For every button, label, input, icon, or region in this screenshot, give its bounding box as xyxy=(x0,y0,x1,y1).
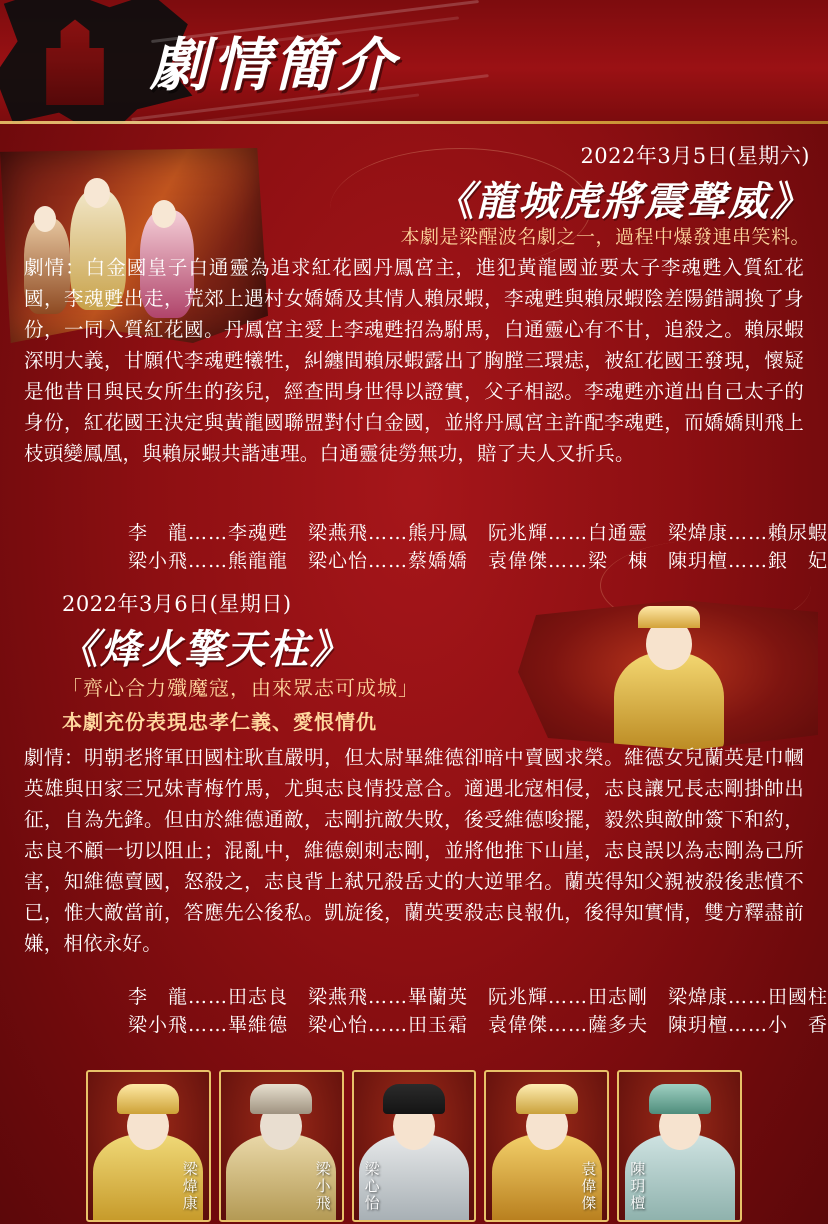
actor-portrait-5 xyxy=(617,1070,742,1222)
actor-portrait-2 xyxy=(219,1070,344,1222)
portrait-label: 梁小飛 xyxy=(313,1161,332,1212)
show-1-cast-row: 李 龍……李魂甦 梁燕飛……熊丹鳳 阮兆輝……白通靈 梁煒康……賴尿蝦 xyxy=(128,522,828,544)
actor-portrait-4 xyxy=(484,1070,609,1222)
portrait-headdress-icon xyxy=(516,1084,578,1114)
figure-head-icon xyxy=(84,178,110,208)
show-2-synopsis: 劇情：明朝老將軍田國柱耿直嚴明，但太尉畢維德卻暗中賣國求榮。維德女兒蘭英是巾幗英雄與田家三兄妹青梅竹馬，尤與志良情投意合。適遇北寇相侵，志良讓兄長志剛掛帥出征，自為先鋒。但由於維德通敵，志剛抗敵失敗，後受維德唆擺，毅然與敵帥簽下和約，志良不顧一切以阻止；混亂中，維德劍刺志剛，並將他推下山崖，志良誤以為志剛為己所害，知維德賣國，怒殺之，志良背上弒兄殺岳丈的大逆罪名。蘭英得知父親被殺後悲憤不已，惟大敵當前，答應先公後私。凱旋後，蘭英要殺志良報仇，後得知實情，雙方釋盡前嫌，相依永好。 xyxy=(24,746,804,955)
figure-head-icon xyxy=(152,200,176,228)
show-2-tagline: 本劇充份表現忠孝仁義、愛恨情仇 xyxy=(62,710,377,734)
show-1-synopsis: 劇情：白金國皇子白通靈為追求紅花國丹鳳宮主，進犯黃龍國並要太子李魂甦入質紅花國，李魂甦出走，荒郊上遇村女嬌嬌及其情人賴尿蝦，李魂甦與賴尿蝦陰差陽錯調換了身份，一同入質紅花國。丹鳳宮主愛上李魂甦招為駙馬，白通靈心有不甘，追殺之。賴尿蝦深明大義，甘願代李魂甦犧牲，糾纏間賴尿蝦露出了胸膛三環痣，被紅花國王發現，懷疑是他昔日與民女所生的孩兒，經查問身世得以證實，父子相認。李魂甦亦道出自己太子的身份，紅花國王決定與黃龍國聯盟對付白金國，並將丹鳳宮主許配李魂甦，而嬌嬌則飛上枝頭變鳳凰，與賴尿蝦共諧連理。白通靈徒勞無功，賠了夫人又折兵。 xyxy=(24,256,804,465)
portrait-headdress-icon xyxy=(383,1084,445,1114)
portrait-label: 陳玥檀 xyxy=(628,1161,647,1212)
portrait-headdress-icon xyxy=(117,1084,179,1114)
page-title: 劇情簡介 xyxy=(150,31,399,99)
show-1-cast-row: 梁小飛……熊龍龍 梁心怡……蔡嬌嬌 袁偉傑……梁 棟 陳玥檀……銀 妃 xyxy=(128,550,828,572)
header-divider xyxy=(0,121,828,124)
show-1-title: 《龍城虎將震聲威》 xyxy=(434,178,812,225)
portrait-label: 袁偉傑 xyxy=(579,1161,598,1212)
header-band xyxy=(0,0,828,124)
show-2-date: 2022年3月6日(星期日) xyxy=(62,592,292,616)
portrait-strip xyxy=(86,1070,742,1218)
show-2-quote: 「齊心合力殲魔寇，由來眾志可成城」 xyxy=(62,676,419,700)
figure-crown-icon xyxy=(638,606,700,628)
show-2-cast-row: 梁小飛……畢維德 梁心怡……田玉霜 袁偉傑……薩多夫 陳玥檀……小 香 xyxy=(128,1014,828,1036)
portrait-headdress-icon xyxy=(250,1084,312,1114)
show-1-tagline: 本劇是梁醒波名劇之一，過程中爆發連串笑料。 xyxy=(400,226,810,248)
portrait-label: 梁心怡 xyxy=(362,1161,381,1212)
portrait-headdress-icon xyxy=(649,1084,711,1114)
actor-portrait-1 xyxy=(86,1070,211,1222)
show-1-date: 2022年3月5日(星期六) xyxy=(580,144,810,168)
show-2-title: 《烽火擎天柱》 xyxy=(58,626,352,673)
portrait-label: 梁煒康 xyxy=(180,1161,199,1212)
show-2-cast-row: 李 龍……田志良 梁燕飛……畢蘭英 阮兆輝……田志剛 梁煒康……田國柱 xyxy=(128,986,828,1008)
figure-head-icon xyxy=(34,206,56,232)
actor-portrait-3 xyxy=(352,1070,477,1222)
show-2-photo xyxy=(518,600,818,750)
